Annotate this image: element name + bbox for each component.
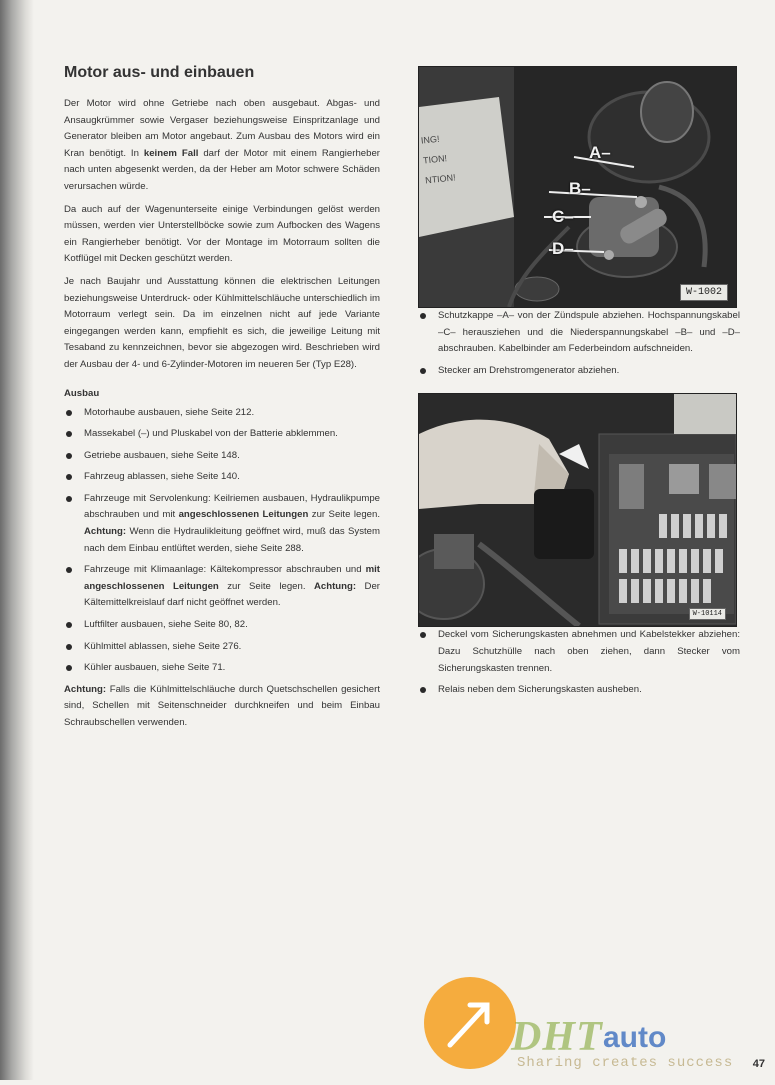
list-item: Getriebe ausbauen, siehe Seite 148. [64,448,380,465]
watermark-auto: auto [603,1021,667,1054]
page-title: Motor aus- und einbauen [64,64,255,81]
list-item: Massekabel (–) und Pluskabel von der Batterie abklemmen. [64,426,380,443]
right-column [418,66,740,704]
left-column [64,64,380,738]
list-item: Deckel vom Sicherungskasten abnehmen und Kabelstekker abziehen: Dazu Schutzhülle nach oben ziehen, dann Stecker vom Sicherungskasten trennen. [418,627,740,677]
figure-code-2: W-10114 [689,608,726,620]
photo-fuse-box [418,393,737,627]
binding-shadow [0,0,34,1080]
fuse-box-illustration [419,394,736,626]
page-number: 47 [752,1058,765,1070]
note-paragraph: Achtung: Falls die Kühlmittelschläuche durch Quetschschellen gesichert sind, Schellen mit Seitenschneider durchkneifen und beim Einbau Schraubschellen verwenden. [64,683,380,728]
list-item: Motorhaube ausbauen, siehe Seite 212. [64,405,380,422]
list-item: Fahrzeug ablassen, siehe Seite 140. [64,469,380,486]
list-item: Relais neben dem Sicherungskasten ausheben. [418,682,740,699]
right-list-1 [418,308,740,379]
intro-paragraph-1: Der Motor wird ohne Getriebe nach oben ausgebaut. Abgas- und Ansaugkrümmer sowie Vergaser beziehungsweise Einspritzanlage und Generator bleiben am Motor angebaut. Zum Ausbau des Motors wird ein Kran benötigt. In keinem Fall darf der Motor mit einem Rangierheber nach unten abgesenkt werden, da der Heber am Motor schwere Schäden verursachen würde. [64,98,380,192]
figure-code-1: W-1002 [680,284,728,301]
list-item-servolenkung: Fahrzeuge mit Servolenkung: Keilriemen ausbauen, Hydraulikpumpe abschrauben und mit angeschlossenen Leitungen zur Seite legen. Achtung: Wenn die Hydraulikleitung geöffnet wird, muß das System nach dem Einbau entlüftet werden, siehe Seite 288. [64,491,380,557]
intro-paragraph-2: Da auch auf der Wagenunterseite einige Verbindungen gelöst werden müssen, werden vier Unterstellböcke sowie zum Aufbocken des Wagens ein Rangierheber benötigt. Vor der Montage im Motorraum sollten die Kotflügel mit Decken geschützt werden. [64,203,380,265]
watermark-logo-icon [415,975,525,1085]
section-heading-ausbau: Ausbau [64,387,100,399]
photo-ignition-coil [418,66,737,308]
list-item: Stecker am Drehstromgenerator abziehen. [418,363,740,380]
ausbau-list [64,405,380,677]
callout-d: D– [552,239,574,258]
list-item: Kühlmittel ablassen, siehe Seite 276. [64,639,380,656]
callout-a: A– [589,143,611,162]
watermark [425,975,775,1080]
watermark-brand: DHT [511,1014,603,1060]
intro-paragraph-3: Je nach Baujahr und Ausstattung können die elektrischen Leitungen beziehungsweise Unterdruck- oder Kühlmittelschläuche unterschiedlich im Motorraum verlegt sein. Da im einzelnen nicht auf jede Variante eingegangen werden kann, empfiehlt es sich, die jeweilige Leitung mit Tesaband zu kennzeichnen, bevor sie abgezogen wird. Beschrieben wird der Ausbau der 4- und 6-Zylinder-Motoren im neueren 5er (Typ E28). [64,275,380,370]
list-item: Schutzkappe –A– von der Zündspule abziehen. Hochspannungskabel –C– herausziehen und die Niederspannungskabel –B– und –D– abschrauben. Kabelbinder am Federbeindom aufschneiden. [418,308,740,358]
list-item-klimaanlage: Fahrzeuge mit Klimaanlage: Kältekompressor abschrauben und mit angeschlossenen Leitungen zur Seite legen. Achtung: Der Kältemittelkreislauf darf nicht geöffnet werden. [64,562,380,612]
list-item: Kühler ausbauen, siehe Seite 71. [64,660,380,677]
warning-label-text: ING! TION! NTION! [420,133,457,186]
callout-c: C– [552,207,574,226]
list-item: Luftfilter ausbauen, siehe Seite 80, 82. [64,617,380,634]
callout-b: B– [569,179,591,198]
right-list-2 [418,627,740,698]
watermark-slogan: Sharing creates success [517,1055,734,1071]
